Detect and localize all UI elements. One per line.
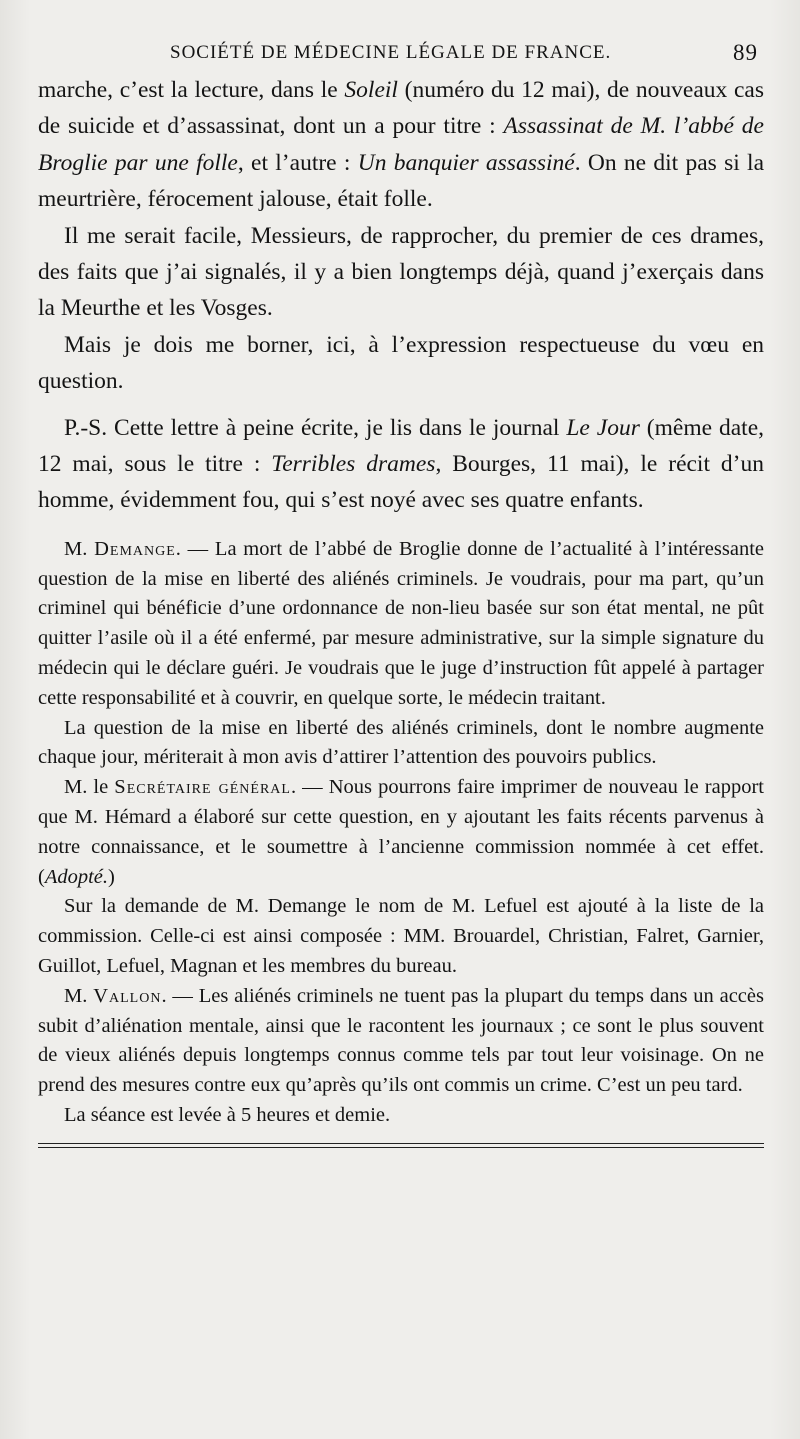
resolution-note: Adopté. — [44, 865, 109, 888]
speaker-prefix: M. — [64, 984, 94, 1007]
page-number: 89 — [733, 40, 758, 65]
speaker-prefix: M. — [64, 537, 95, 560]
speaker-paragraph — [38, 982, 764, 1101]
paragraph: La question de la mise en liberté des aliénés criminels, dont le nombre augmente chaque jour, mériterait à mon avis d’attirer l’attention des pouvoirs publics. — [38, 716, 764, 769]
article-title: Assassinat de M. l’abbé de Broglie par une folle — [38, 113, 764, 176]
postscript-paragraph — [38, 410, 764, 519]
speaker-prefix: M. le — [64, 776, 115, 799]
article-title: Un banquier assassiné — [357, 149, 575, 176]
text-run: marche, c’est la lecture, dans le — [38, 77, 345, 103]
paragraph: Mais je dois me borner, ici, à l’expression respectueuse du vœu en question. — [38, 331, 764, 395]
paragraph — [38, 72, 764, 218]
text-run: P.-S. Cette lettre à peine écrite, je lis dans le journal — [64, 414, 567, 441]
speech-text: . — Les aliénés criminels ne tuent pas la plupart du temps dans un accès subit d’aliénation mentale, ainsi que le racontent les journaux ; ce sont le plus souvent de vieux aliénés depuis longtemps connus comme tels par tout leur voisinage. On ne prend des mesures contre eux qu’après qu’ils ont commis un crime. C’est un peu tard. — [38, 984, 764, 1097]
paragraph: Il me serait facile, Messieurs, de rapprocher, du premier de ces drames, des faits que j’ai signalés, il y a bien longtemps déjà, quand j’exerçais dans la Meurthe et les Vosges. — [38, 222, 764, 322]
speaker-paragraph — [38, 773, 764, 892]
speaker-name: Demange — [94, 537, 176, 560]
article-title: Terribles drames — [271, 451, 436, 478]
header-title: SOCIÉTÉ DE MÉDECINE LÉGALE DE FRANCE. — [170, 42, 612, 63]
speech-text: . — Nous pourrons faire imprimer de nouveau le rapport que M. Hémard a élaboré sur cette question, en y ajoutant les faits récents parvenus à notre connaissance, et le soumettre à l’ancienne commission nommée à cet effet. ( — [38, 776, 764, 888]
closing-line: La séance est levée à 5 heures et demie. — [64, 1104, 391, 1127]
speaker-paragraph — [38, 535, 764, 714]
newspaper-title: Soleil — [344, 77, 398, 103]
running-header — [38, 38, 764, 72]
divider — [38, 1147, 764, 1148]
text-run: (numéro du 12 mai), de nouveaux cas de suicide et d’assassinat, dont un a pour titre : — [38, 77, 764, 140]
text-run: . On ne dit pas si la meurtrière, férocement jalouse, était folle. — [38, 149, 765, 213]
end-rule — [38, 1143, 764, 1148]
divider — [38, 1143, 764, 1144]
text-run: (même date, 12 mai, sous le titre : — [38, 414, 764, 478]
speech-text: . — La mort de l’abbé de Broglie donne de l’actualité à l’intéressante question de la mise en liberté des aliénés criminels. Je voudrais, pour ma part, qu’un criminel qui bénéficie d’une ordonnance de non-lieu basée sur son état mental, ne pût quitter l’asile où il a été enfermé, par mesure administrative, sur la simple signature du médecin qui le déclare guéri. Je voudrais que le juge d’instruction fût appelé à partager cette responsabilité et à couvrir, en quelque sorte, le médecin traitant. — [38, 537, 764, 709]
paragraph: Sur la demande de M. Demange le nom de M. Lefuel est ajouté à la liste de la commission. Celle-ci est ainsi composée : MM. Brouardel, Christian, Falret, Garnier, Guillot, Lefuel, Magnan et les membres du bureau. — [38, 895, 764, 978]
speaker-name: Vallon — [93, 984, 162, 1007]
text-run: , et l’autre : — [237, 149, 358, 176]
speaker-name: Secrétaire général — [114, 776, 291, 799]
newspaper-title: Le Jour — [566, 414, 640, 441]
text-run: ) — [108, 865, 115, 888]
text-run: , Bourges, 11 mai), le récit d’un homme, évidemment fou, qui s’est noyé avec ses quatre enfants. — [38, 451, 764, 514]
